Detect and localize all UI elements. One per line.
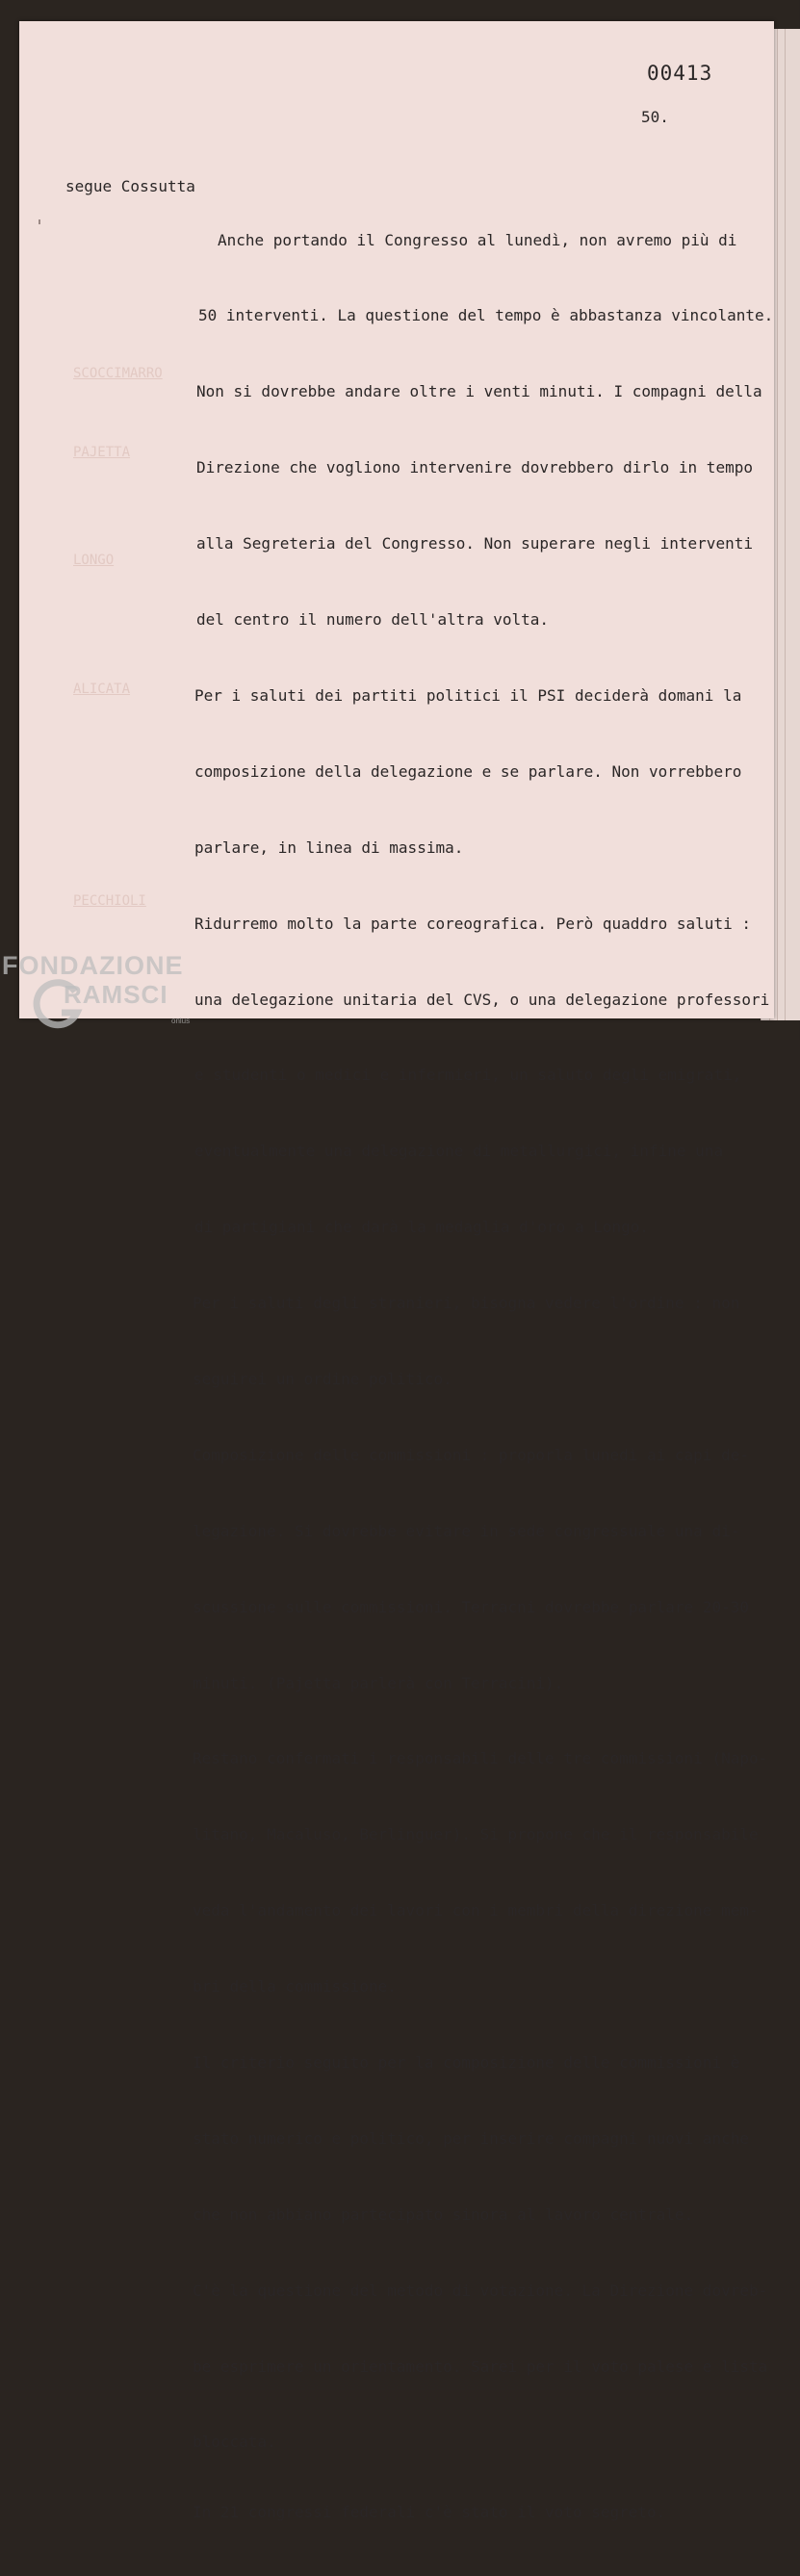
document-number: 00413 bbox=[647, 62, 713, 85]
bleed-through-text: PAJETTA bbox=[73, 445, 131, 460]
watermark-small: onlus bbox=[171, 1017, 191, 1025]
text-line: minuti. (Pajetta parlerà con Terracini). bbox=[193, 1673, 564, 1692]
fondazione-gramsci-watermark bbox=[0, 951, 193, 1040]
text-line: parlare, in linea di massima. bbox=[194, 837, 464, 857]
text-line: eventualmente una delegazione di metallurgici, infine una bbox=[194, 1142, 724, 1161]
bleed-through-text: PECCHIOLI bbox=[73, 893, 146, 909]
document-body bbox=[193, 177, 774, 2576]
text-line: be esprimere un orientamento. Sarei per il voto palese e lista bbox=[193, 2357, 768, 2376]
text-line: bloccata. bbox=[193, 2433, 276, 2452]
text-line: scussione sulle commissioni. Terracni dovrebbe parlare 20-30 bbox=[193, 1597, 749, 1616]
text-line: bri della commissione. bbox=[193, 1977, 397, 1996]
bleed-through-text: SCOCCIMARRO bbox=[73, 366, 163, 381]
text-line: Per i saluti degli stranieri, bisogna vedere l'ordine : non bbox=[193, 1294, 740, 1313]
text-line: legazione. Si dovrebbe evitare in sede congressuale una di- bbox=[193, 1521, 740, 1540]
bleed-through-text: ALICATA bbox=[73, 682, 131, 697]
watermark-line1: FONDAZIONE bbox=[2, 951, 184, 980]
text-line: del centro il numero dell'altra volta. bbox=[196, 610, 550, 630]
text-line: Il criterio seguito per la composizione delle commissioni è bbox=[193, 2052, 740, 2072]
text-line: stato numerico e politico, per inserire compagni nuovi anche bbox=[193, 2128, 749, 2148]
text-line: composizione della delegazione e se parlare. Non vorrebbero bbox=[194, 761, 742, 781]
text-line: veda l'andamento dei lavori con i membri della direzione mem- bbox=[193, 1901, 759, 1920]
text-line: Composizione delle commissioni : proporla lunedì ai capi de- bbox=[193, 1445, 749, 1464]
text-line: Per i saluti dei partiti politici il PSI deciderà domani la bbox=[194, 685, 742, 705]
text-line: Anche portando il Congresso al lunedì, non avremo più di bbox=[218, 230, 737, 249]
text-line: Ridurremo molto la parte coreografica. Però quaddro saluti : bbox=[194, 914, 751, 933]
text-line: Restano confermati i responsabili delle tre commissioni (Napo- bbox=[193, 1749, 768, 1768]
margin-mark bbox=[39, 219, 40, 224]
text-line: C'è la questione del metodo di votazione. La Direzione dovreb- bbox=[193, 2280, 768, 2300]
text-line: 50 interventi. La questione del tempo è abbastanza vincolante. bbox=[198, 306, 774, 325]
speaker-label: segue Cossutta bbox=[65, 177, 195, 195]
page-number: 50. bbox=[641, 108, 669, 126]
text-line: che non abbiano partecipato sinora al lavoro centrale. bbox=[193, 2204, 694, 2224]
text-line: alla Segreteria del Congresso. Non superare negli interventi bbox=[196, 534, 753, 554]
text-line: In 21 congressi federali c'è stato il voto segreto. bbox=[193, 2503, 666, 2522]
text-line: Direzione che vogliono intervenire dovrebbero dirlo in tempo bbox=[196, 458, 753, 477]
text-line: Non si dovrebbe andare oltre i venti minuti. I compagni della bbox=[196, 382, 762, 401]
text-line: litano, Macaluso, Berlinguer). Si propone che il responsabile bbox=[193, 1825, 759, 1844]
watermark-line2: RAMSCI bbox=[64, 980, 168, 1009]
text-line: di partigiani che darà la medaglia d'oro a Longo. bbox=[194, 1218, 650, 1237]
text-line: una delegazione unitaria del CVS, o una delegazione professori bbox=[194, 990, 770, 1009]
bleed-through-text: LONGO bbox=[73, 553, 115, 568]
text-line: e studenti o medici e infermieri, un saluto degli emigrati, bbox=[194, 1066, 742, 1085]
text-line: seguirei un ordine politico. bbox=[193, 1369, 452, 1388]
